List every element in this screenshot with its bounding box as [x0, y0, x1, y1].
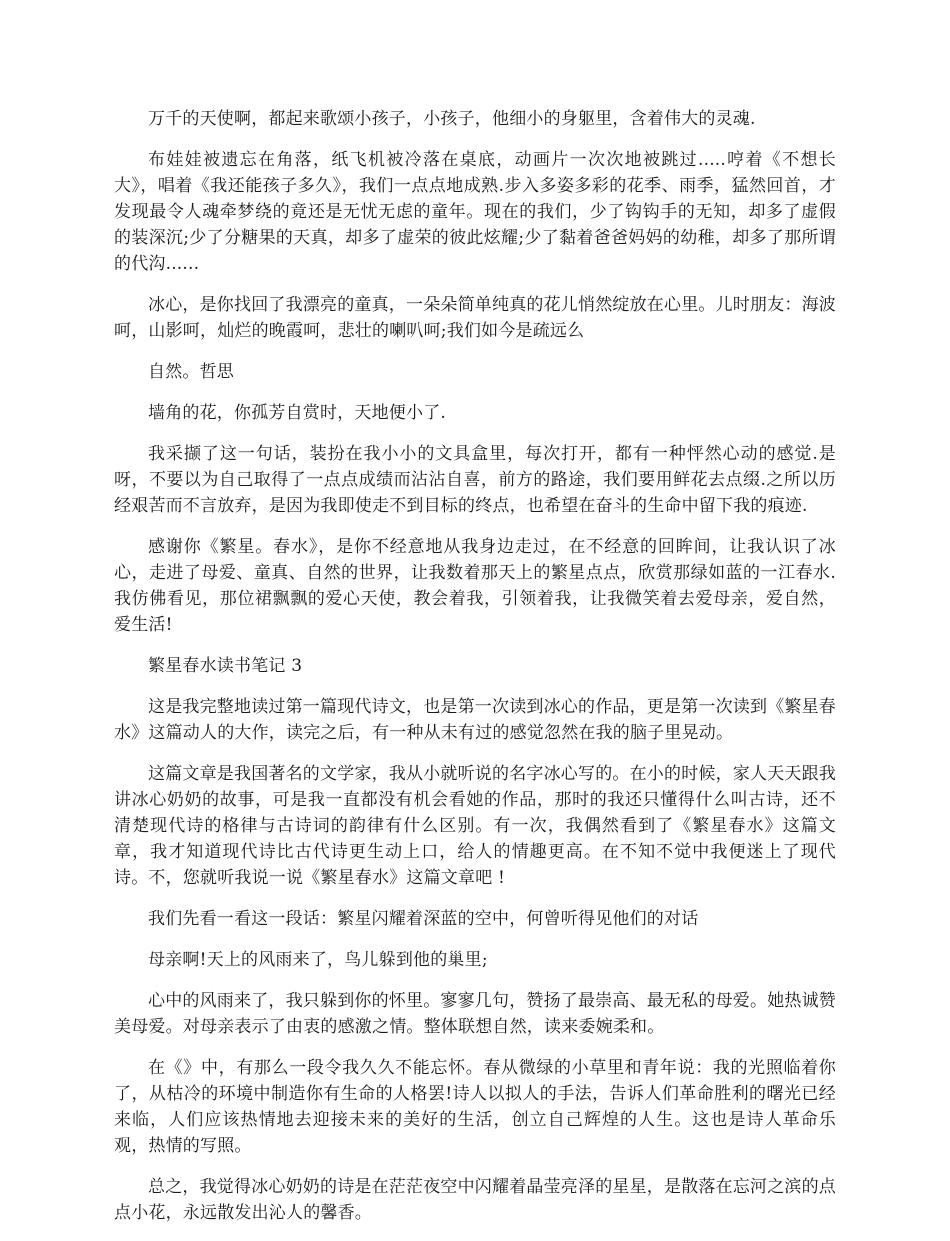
paragraph: 布娃娃被遗忘在角落，纸飞机被冷落在桌底，动画片一次次地被跳过.....哼着《不想长大》，唱着《我还能孩子多久》，我们一点点地成熟.步入多姿多彩的花季、雨季，猛然回首，才发现最令人魂牵梦绕的竟还是无忧无虑的童年。现在的我们，少了钩钩手的无知，却多了虚假的装深沉;少了分糖果的天真，却多了虚荣的彼此炫耀;少了黏着爸爸妈妈的幼稚，却多了那所谓的代沟...... [114, 150, 836, 274]
paragraph: 在《》中，有那么一段令我久久不能忘怀。春从微绿的小草里和青年说：我的光照临着你了，从枯冷的环境中制造你有生命的人格罢!诗人以拟人的手法，告诉人们革命胜利的曙光已经来临，人们应该热情地去迎接未来的美好的生活，创立自己辉煌的人生。这也是诗人革命乐观，热情的写照。 [114, 1058, 836, 1156]
paragraph: 冰心，是你找回了我漂亮的童真，一朵朵简单纯真的花儿悄然绽放在心里。儿时朋友：海波呵，山影呵，灿烂的晚霞呵，悲壮的喇叭呵;我们如今是疏远么 [114, 295, 836, 341]
paragraph: 我采撷了这一句话，装扮在我小小的文具盒里，每次打开，都有一种怦然心动的感觉.是呀，不要以为自己取得了一点点成绩而沾沾自喜，前方的路途，我们要用鲜花去点缀.之所以历经艰苦而不言放弃，是因为我即使走不到目标的终点，也希望在奋斗的生命中留下我的痕迹. [114, 444, 836, 516]
paragraph: 感谢你《繁星。春水》，是你不经意地从我身边走过，在不经意的回眸间，让我认识了冰心，走进了母爱、童真、自然的世界，让我数着那天上的繁星点点，欣赏那绿如蓝的一江春水.我仿佛看见，那位裙飘飘的爱心天使，教会着我，引领着我，让我微笑着去爱母亲，爱自然，爱生活! [114, 537, 836, 635]
document-body [114, 106, 836, 1241]
section-heading: 繁星春水读书笔记 3 [148, 656, 303, 676]
paragraph: 这是我完整地读过第一篇现代诗文，也是第一次读到冰心的作品，更是第一次读到《繁星春水》这篇动人的大作，读完之后，有一种从未有过的感觉忽然在我的脑子里晃动。 [114, 697, 836, 743]
paragraph: 万千的天使啊，都起来歌颂小孩子，小孩子，他细小的身躯里，含着伟大的灵魂. [148, 109, 756, 129]
paragraph: 我们先看一看这一段话：繁星闪耀着深蓝的空中，何曾听得见他们的对话 [148, 909, 699, 929]
paragraph: 自然。哲思 [148, 362, 234, 382]
paragraph: 心中的风雨来了，我只躲到你的怀里。寥寥几句，赞扬了最崇高、最无私的母爱。她热诚赞美母爱。对母亲表示了由衷的感激之情。整体联想自然，读来委婉柔和。 [114, 991, 836, 1037]
paragraph: 母亲啊!天上的风雨来了，鸟儿躲到他的巢里; [148, 950, 488, 970]
paragraph: 总之，我觉得冰心奶奶的诗是在茫茫夜空中闪耀着晶莹亮泽的星星，是散落在忘河之滨的点点小花，永远散发出沁人的馨香。 [114, 1177, 836, 1223]
paragraph: 这篇文章是我国著名的文学家，我从小就听说的名字冰心写的。在小的时候，家人天天跟我讲冰心奶奶的故事，可是我一直都没有机会看她的作品，那时的我还只懂得什么叫古诗，还不清楚现代诗的格律与古诗词的韵律有什么区别。有一次，我偶然看到了《繁星春水》这篇文章，我才知道现代诗比古代诗更生动上口，给人的情趣更高。在不知不觉中我便迷上了现代诗。不，您就听我说一说《繁星春水》这篇文章吧 ! [114, 764, 836, 888]
paragraph: 墙角的花，你孤芳自赏时，天地便小了. [148, 403, 447, 423]
